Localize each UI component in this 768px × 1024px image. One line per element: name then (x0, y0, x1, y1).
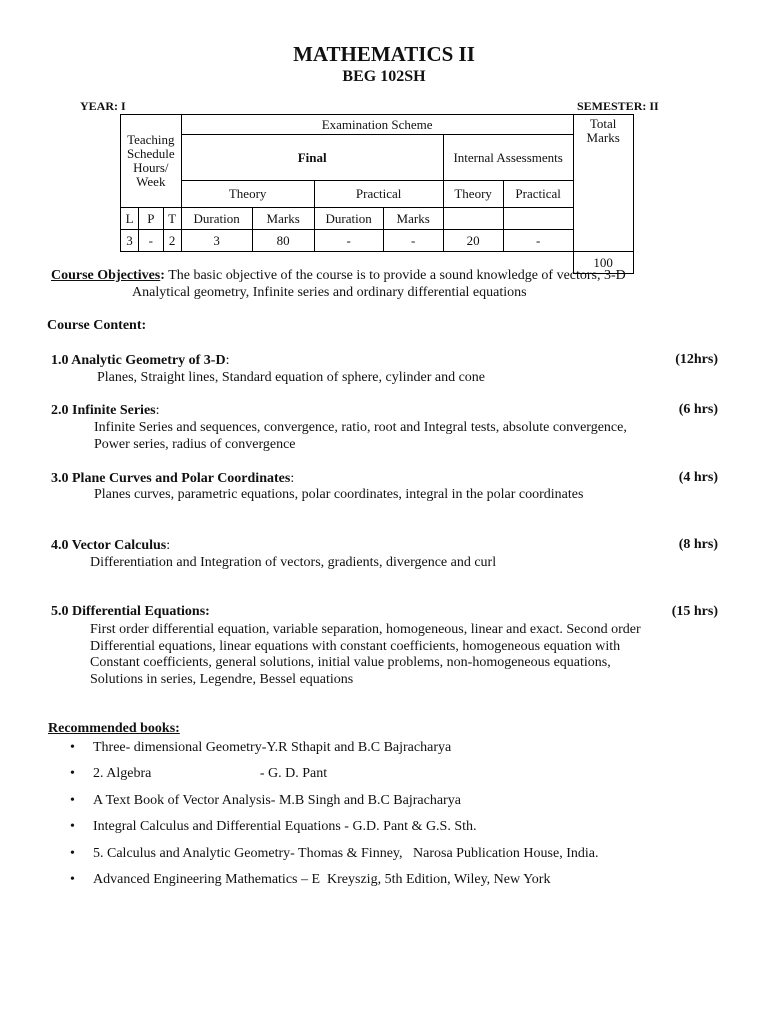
section-line: First order differential equation, variable separation, homogeneous, linear and exact. Second order (90, 622, 641, 637)
practical-marks-header: Marks (383, 208, 443, 230)
book-item (48, 871, 598, 897)
section-heading: 1.0 Analytic Geometry of 3-D: (51, 353, 230, 368)
section-hours: (15 hrs) (671, 604, 718, 619)
internal-practical-header: Practical (503, 181, 573, 208)
section-line: Differentiation and Integration of vectors, gradients, divergence and curl (90, 555, 497, 570)
internal-practical-value: - (503, 230, 573, 252)
bullet-icon: • (70, 845, 75, 861)
section-line: Power series, radius of convergence (94, 437, 296, 452)
objectives-label: Course Objectives (51, 268, 161, 283)
semester-label: SEMESTER: II (577, 99, 659, 113)
total-marks-header: Total Marks (573, 115, 633, 252)
course-title: MATHEMATICS II (293, 42, 475, 66)
t-value: 2 (163, 230, 181, 252)
section-line: Infinite Series and sequences, convergence, ratio, root and Integral tests, absolute convergence, (94, 420, 627, 435)
internal-theory-header: Theory (443, 181, 503, 208)
objectives-text-1: The basic objective of the course is to provide a sound knowledge of vectors, 3-D (168, 268, 626, 283)
section-hours: (6 hrs) (678, 402, 718, 417)
p-value: - (139, 230, 163, 252)
practical-duration-header: Duration (314, 208, 383, 230)
internal-assessments-header: Internal Assessments (443, 135, 573, 181)
final-practical-header: Practical (314, 181, 443, 208)
section-line: Constant coefficients, general solutions, initial value problems, non-homogeneous equations, (90, 655, 611, 670)
book-item (48, 765, 598, 791)
internal-theory-value: 20 (443, 230, 503, 252)
teaching-schedule-header: Teaching Schedule Hours/ Week (121, 115, 182, 208)
section-hours: (12hrs) (675, 352, 718, 367)
book-title: Advanced Engineering Mathematics – E Kreyszig, 5th Edition, Wiley, New York (93, 871, 551, 887)
examination-scheme-table (120, 114, 634, 274)
examination-scheme-header: Examination Scheme (181, 115, 573, 135)
objectives-text-2: Analytical geometry, Infinite series and ordinary differential equations (132, 285, 527, 300)
final-header: Final (181, 135, 443, 181)
section-heading: 5.0 Differential Equations: (51, 604, 210, 619)
book-item (48, 739, 598, 765)
recommended-books-label: Recommended books: (48, 721, 180, 736)
course-code: BEG 102SH (342, 68, 426, 85)
section-hours: (8 hrs) (678, 537, 718, 552)
internal-theory-blank (443, 208, 503, 230)
theory-marks-value: 80 (252, 230, 314, 252)
book-title: Three- dimensional Geometry-Y.R Sthapit and B.C Bajracharya (93, 740, 452, 755)
bullet-icon: • (70, 740, 75, 755)
section-line: Planes curves, parametric equations, polar coordinates, integral in the polar coordinates (94, 487, 584, 502)
course-objectives: Course Objectives: The basic objective of the course is to provide a sound knowledge of vectors, 3-D (51, 268, 626, 283)
section-heading: 3.0 Plane Curves and Polar Coordinates: (51, 471, 295, 486)
book-item (48, 845, 598, 871)
l-header: L (121, 208, 139, 230)
book-title: Integral Calculus and Differential Equations - G.D. Pant & G.S. Sth. (93, 819, 477, 835)
bullet-icon: • (70, 792, 75, 808)
bullet-icon: • (70, 871, 75, 887)
l-value: 3 (121, 230, 139, 252)
course-content-label: Course Content: (47, 318, 147, 333)
practical-duration-value: - (314, 230, 383, 252)
t-header: T (163, 208, 181, 230)
theory-duration-value: 3 (181, 230, 252, 252)
year-label: YEAR: I (80, 99, 126, 113)
theory-marks-header: Marks (252, 208, 314, 230)
bullet-icon: • (70, 766, 75, 782)
book-title: 2. Algebra - G. D. Pant (93, 766, 328, 782)
book-title: 5. Calculus and Analytic Geometry- Thomas & Finney, Narosa Publication House, India. (93, 845, 599, 861)
practical-marks-value: - (383, 230, 443, 252)
section-line: Planes, Straight lines, Standard equation of sphere, cylinder and cone (97, 370, 486, 385)
internal-practical-blank (503, 208, 573, 230)
p-header: P (139, 208, 163, 230)
recommended-books-list (48, 739, 598, 897)
total-marks-value: 100 (573, 252, 633, 274)
book-item (48, 792, 598, 818)
section-heading: 2.0 Infinite Series: (51, 403, 160, 418)
bullet-icon: • (70, 819, 75, 835)
book-title: A Text Book of Vector Analysis- M.B Singh and B.C Bajracharya (93, 792, 461, 808)
section-line: Solutions in series, Legendre, Bessel equations (90, 672, 354, 687)
book-item (48, 818, 598, 844)
final-theory-header: Theory (181, 181, 314, 208)
section-hours: (4 hrs) (678, 470, 718, 485)
section-heading: 4.0 Vector Calculus: (51, 538, 171, 553)
theory-duration-header: Duration (181, 208, 252, 230)
section-line: Differential equations, linear equations with constant coefficients, homogeneous equation with (90, 639, 621, 654)
